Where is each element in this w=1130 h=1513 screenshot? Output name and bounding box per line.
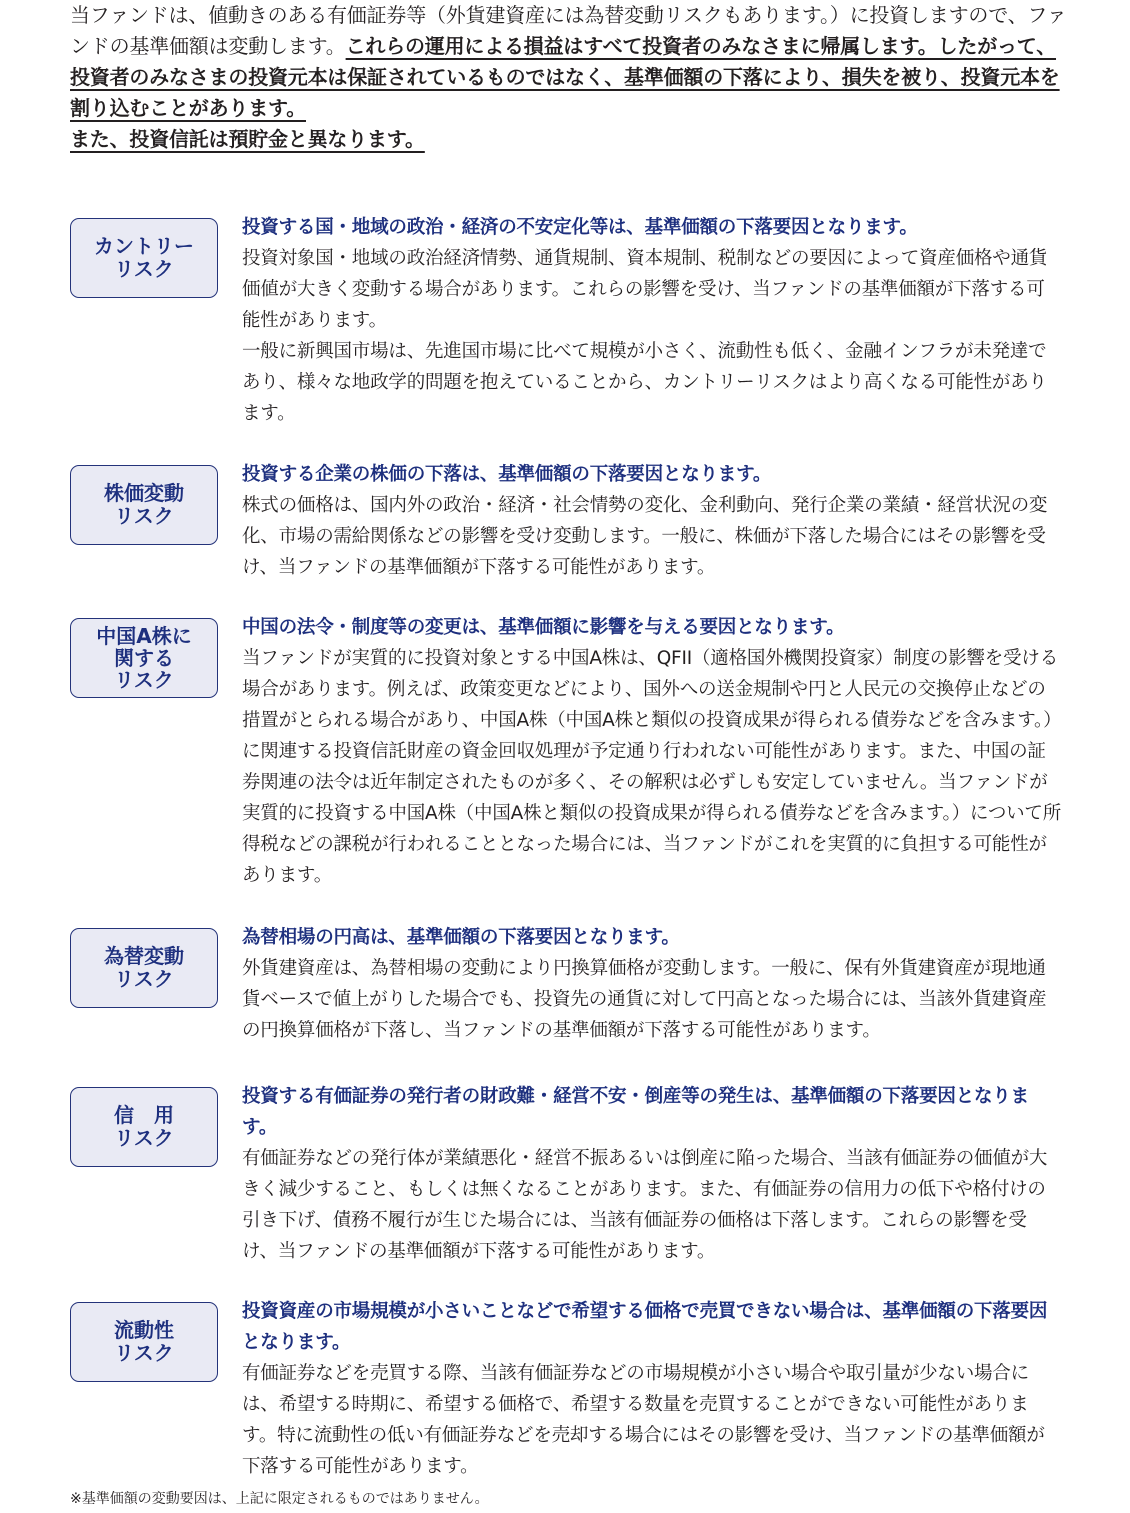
badge-line: リスク: [114, 668, 174, 692]
badge-line: リスク: [114, 1341, 174, 1365]
badge-line: 流動性: [114, 1318, 174, 1342]
risk-content: [242, 922, 1062, 1046]
intro-warning-underlined: これらの運用による損益はすべて投資者のみなさまに帰属します。したがって、投資者のみなさまの投資元本は保証されているものではなく、基準価額の下落により、損失を被り、投資元本を割り込むことがあります。: [70, 34, 1060, 120]
risk-content: [242, 459, 1062, 583]
risk-badge-credit: [70, 1087, 218, 1167]
risk-paragraph: 一般に新興国市場は、先進国市場に比べて規模が小さく、流動性も低く、金融インフラが未発達であり、様々な地政学的問題を抱えていることから、カントリーリスクはより高くなる可能性があります。: [242, 341, 1047, 424]
risk-content: [242, 1081, 1062, 1267]
risk-headline: 投資する企業の株価の下落は、基準価額の下落要因となります。: [242, 464, 772, 485]
intro-text: 当ファンドは、値動きのある有価証券等（外貨建資産には為替変動リスクもあります。）に投資しますので、ファンドの基準価額は変動します。: [70, 3, 1067, 58]
risk-body: [242, 953, 1062, 1046]
risk-content: [242, 612, 1062, 891]
footnote: ※基準価額の変動要因は、上記に限定されるものではありません。: [70, 1491, 489, 1507]
risk-headline: 為替相場の円高は、基準価額の下落要因となります。: [242, 927, 680, 948]
risk-paragraph: 投資対象国・地域の政治経済情勢、通貨規制、資本規制、税制などの要因によって資産価格や通貨価値が大きく変動する場合があります。これらの影響を受け、当ファンドの基準価額が下落する可能性があります。: [242, 248, 1048, 331]
risk-paragraph: 株式の価格は、国内外の政治・経済・社会情勢の変化、金利動向、発行企業の業績・経営状況の変化、市場の需給関係などの影響を受け変動します。一般に、株価が下落した場合にはその影響を受け、当ファンドの基準価額が下落する可能性があります。: [242, 495, 1048, 578]
risk-content: [242, 212, 1062, 429]
risk-body: [242, 1143, 1062, 1267]
risk-headline: 投資する有価証券の発行者の財政難・経営不安・倒産等の発生は、基準価額の下落要因となります。: [242, 1086, 1029, 1138]
badge-line: 株価変動: [104, 481, 184, 505]
risk-headline: 投資する国・地域の政治・経済の不安定化等は、基準価額の下落要因となります。: [242, 217, 918, 238]
risk-badge-liquidity: [70, 1302, 218, 1382]
risk-body: [242, 1358, 1062, 1482]
risk-content: [242, 1296, 1062, 1482]
badge-line: カントリー: [94, 234, 194, 258]
risk-body: [242, 243, 1062, 429]
badge-line: 関する: [114, 646, 174, 670]
risk-headline: 中国の法令・制度等の変更は、基準価額に影響を与える要因となります。: [242, 617, 845, 638]
badge-line: リスク: [114, 967, 174, 991]
badge-line: 中国A株に: [96, 624, 192, 648]
risk-badge-stock-price: [70, 465, 218, 545]
badge-line: リスク: [114, 1126, 174, 1150]
risk-paragraph: 有価証券などを売買する際、当該有価証券などの市場規模が小さい場合や取引量が少ない場合には、希望する時期に、希望する価格で、希望する数量を売買することができない可能性があります。特に流動性の低い有価証券などを売却する場合にはその影響を受け、当ファンドの基準価額が下落する可能性があります。: [242, 1363, 1045, 1477]
intro-deposit-note: また、投資信託は預貯金と異なります。: [70, 127, 425, 151]
risk-paragraph: 有価証券などの発行体が業績悪化・経営不振あるいは倒産に陥った場合、当該有価証券の価値が大きく減少すること、もしくは無くなることがあります。また、有価証券の信用力の低下や格付けの引き下げ、債務不履行が生じた場合には、当該有価証券の価格は下落します。これらの影響を受け、当ファンドの基準価額が下落する可能性があります。: [242, 1148, 1048, 1262]
risk-badge-china-a-shares: [70, 618, 218, 698]
risk-body: [242, 490, 1062, 583]
risk-body: [242, 643, 1062, 891]
risk-badge-currency: [70, 928, 218, 1008]
risk-headline: 投資資産の市場規模が小さいことなどで希望する価格で売買できない場合は、基準価額の下落要因となります。: [242, 1301, 1048, 1353]
intro-paragraph: [70, 0, 1075, 155]
badge-line: 信 用: [114, 1103, 174, 1127]
badge-line: 為替変動: [104, 944, 184, 968]
badge-line: リスク: [114, 504, 174, 528]
risk-paragraph: 外貨建資産は、為替相場の変動により円換算価格が変動します。一般に、保有外貨建資産が現地通貨ベースで値上がりした場合でも、投資先の通貨に対して円高となった場合には、当該外貨建資産の円換算価格が下落し、当ファンドの基準価額が下落する可能性があります。: [242, 958, 1047, 1041]
risk-badge-country: [70, 218, 218, 298]
badge-line: リスク: [114, 257, 174, 281]
risk-paragraph: 当ファンドが実質的に投資対象とする中国A株は、QFII（適格国外機関投資家）制度の影響を受ける場合があります。例えば、政策変更などにより、国外への送金規制や円と人民元の交換停止などの措置がとられる場合があり、中国A株（中国A株と類似の投資成果が得られる債券などを含みます。）に関連する投資信託財産の資金回収処理が予定通り行われない可能性があります。また、中国の証券関連の法令は近年制定されたものが多く、その解釈は必ずしも安定していません。当ファンドが実質的に投資する中国A株（中国A株と類似の投資成果が得られる債券などを含みます。）について所得税などの課税が行われることとなった場合には、当ファンドがこれを実質的に負担する可能性があります。: [242, 648, 1062, 886]
